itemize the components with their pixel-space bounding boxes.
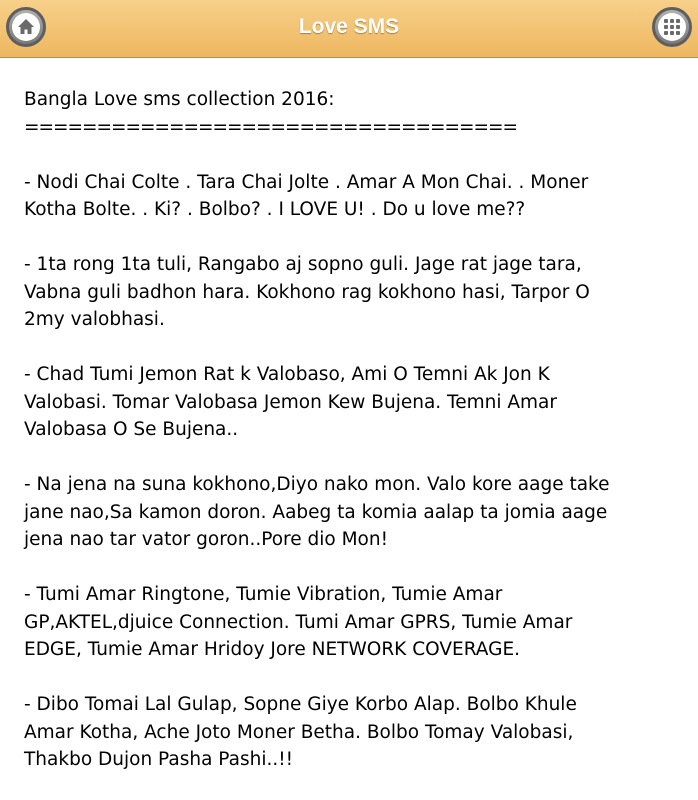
sms-message-line: jane nao,Sa kamon doron. Aabeg ta komia aalap ta jomia aage xyxy=(24,501,608,523)
menu-button[interactable] xyxy=(652,7,692,47)
collection-heading: Bangla Love sms collection 2016: xyxy=(24,89,335,110)
sms-message-line: Kotha Bolte. . Ki? . Bolbo? . I LOVE U! . Do u love me?? xyxy=(24,199,526,220)
sms-message xyxy=(24,691,674,774)
app-header xyxy=(0,0,698,58)
sms-content xyxy=(24,86,674,774)
sms-message-line: jena nao tar vator goron..Pore dio Mon! xyxy=(24,529,388,550)
sms-message-line: 2my valobhasi. xyxy=(24,309,165,330)
sms-message-line: - Nodi Chai Colte . Tara Chai Jolte . Amar A Mon Chai. . Moner xyxy=(24,171,589,193)
sms-message-line: Vabna guli badhon hara. Kokhono rag kokhono hasi, Tarpor O xyxy=(24,281,590,303)
sms-message-line: - Na jena na suna kokhono,Diyo nako mon. Valo kore aage take xyxy=(24,474,610,495)
sms-message xyxy=(24,251,674,334)
sms-message xyxy=(24,471,674,554)
sms-message-line: EDGE, Tumie Amar Hridoy Jore NETWORK COVERAGE. xyxy=(24,639,521,660)
sms-message-line: Amar Kotha, Ache Joto Moner Betha. Bolbo Tomay Valobasi, xyxy=(24,721,574,743)
separator-line: ================================== xyxy=(24,116,518,138)
sms-message-line: GP,AKTEL,djuice Connection. Tumi Amar GPRS, Tumie Amar xyxy=(24,611,573,633)
sms-message-line: - Chad Tumi Jemon Rat k Valobaso, Ami O Temni Ak Jon K xyxy=(24,364,550,385)
sms-message-line: Valobasa O Se Bujena.. xyxy=(24,419,239,440)
sms-message-line: Thakbo Dujon Pasha Pashi..!! xyxy=(24,749,294,770)
page-title: Love SMS xyxy=(298,15,400,38)
sms-message xyxy=(24,169,674,224)
sms-message-line: Valobasi. Tomar Valobasa Jemon Kew Bujena. Temni Amar xyxy=(24,391,557,413)
sms-message-line: - 1ta rong 1ta tuli, Rangabo aj sopno guli. Jage rat jage tara, xyxy=(24,254,582,275)
grid-menu-icon xyxy=(658,13,686,41)
sms-message xyxy=(24,361,674,444)
sms-message-line: - Dibo Tomai Lal Gulap, Sopne Giye Korbo Alap. Bolbo Khule xyxy=(24,694,577,715)
sms-message-line: - Tumi Amar Ringtone, Tumie Vibration, Tumie Amar xyxy=(24,584,503,605)
message-list xyxy=(24,169,674,774)
sms-message xyxy=(24,581,674,664)
